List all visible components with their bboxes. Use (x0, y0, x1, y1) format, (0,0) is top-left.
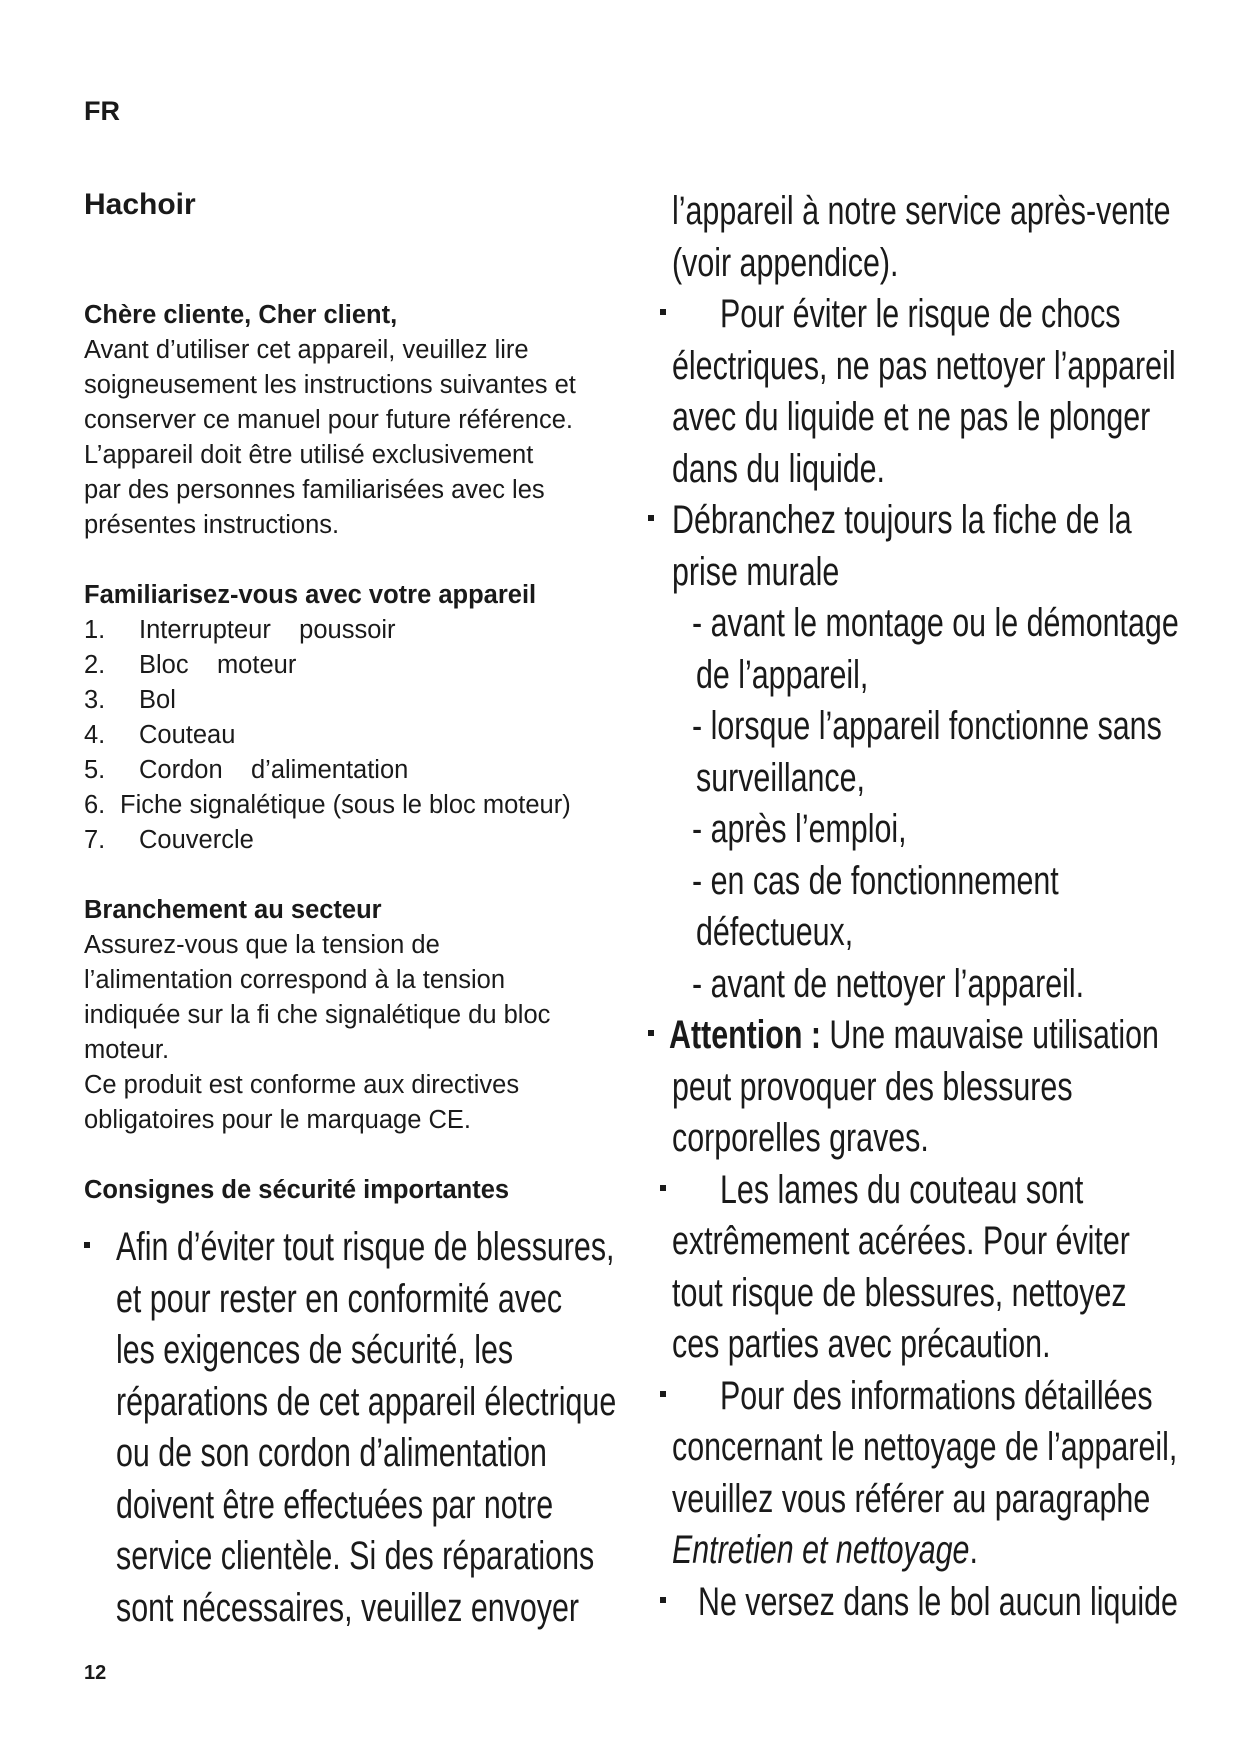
safety-right-line-text: concernant le nettoyage de l’appareil, (672, 1425, 1178, 1469)
safety-right-line-text: - avant le montage ou le démontage (692, 601, 1179, 645)
safety-left-line: et pour rester en conformité avec (116, 1276, 563, 1321)
safety-right-line-text: peut provoquer des blessures (672, 1064, 1073, 1109)
list-item (84, 613, 604, 648)
bullet-icon (648, 515, 654, 521)
bullet-icon (660, 1597, 666, 1603)
item-label: Interrupteur poussoir (139, 616, 396, 644)
safety-right-line-text: avec du liquide et ne pas le plonger (672, 395, 1151, 439)
list-item (84, 683, 604, 718)
item-label: Couteau (139, 721, 236, 749)
intro-line: Avant d’utiliser cet appareil, veuillez lire (84, 336, 529, 364)
safety-right-line-text: prise murale (672, 549, 840, 594)
italic-ref: Entretien et nettoyage (672, 1528, 970, 1572)
safety-right-line-text: - avant de nettoyer l’appareil. (692, 961, 1085, 1006)
safety-right-line-text: veuillez vous référer au paragraphe (672, 1476, 1151, 1521)
italic-ref-text (672, 1525, 978, 1577)
safety-left-text (116, 1222, 616, 1634)
power-line: Assurez-vous que la tension de (84, 931, 440, 959)
item-number: 2. (84, 651, 106, 679)
bullet-icon (660, 309, 666, 315)
safety-right-line-text: (voir appendice). (672, 240, 899, 285)
safety-right-line-text: extrêmement acérées. Pour éviter (672, 1219, 1130, 1263)
italic-suffix: . (969, 1528, 978, 1572)
item-number: 7. (84, 826, 106, 854)
power-line: Ce produit est conforme aux directives (84, 1071, 520, 1099)
item-label: Fiche signalétique (sous le bloc moteur) (120, 791, 571, 819)
safety-right-line-text: Débranchez toujours la fiche de la (672, 498, 1132, 542)
attention-body: Une mauvaise utilisation (820, 1013, 1159, 1057)
safety-right-line-text: tout risque de blessures, nettoyez (672, 1270, 1127, 1315)
safety-right-line-text: - lorsque l’appareil fonctionne sans (692, 704, 1162, 748)
safety-right-line-text: surveillance, (696, 755, 865, 800)
item-number: 1. (84, 616, 106, 644)
intro-line: L’appareil doit être utilisé exclusivement (84, 441, 534, 469)
safety-right-line-text: de l’appareil, (696, 652, 869, 697)
attention-text (669, 1010, 1159, 1062)
safety-left-line: ou de son cordon d’alimentation (116, 1431, 547, 1475)
list-item (84, 753, 604, 788)
intro-line: présentes instructions. (84, 511, 340, 539)
item-number: 5. (84, 756, 106, 784)
safety-right-line-text: ces parties avec précaution. (672, 1322, 1051, 1366)
bullet-icon (660, 1391, 666, 1397)
intro-heading: Chère cliente, Cher client, (84, 301, 398, 329)
safety-heading: Consignes de sécurité importantes (84, 1176, 510, 1204)
last-line-text: Ne versez dans le bol aucun liquide (698, 1579, 1178, 1624)
item-number: 3. (84, 686, 106, 714)
power-line: indiquée sur la fi che signalétique du bloc (84, 1001, 551, 1029)
item-label: Bol (139, 686, 176, 714)
safety-right-line-text: dans du liquide. (672, 446, 885, 491)
language-code: FR (84, 96, 120, 126)
bullet-icon (648, 1030, 654, 1036)
bullet-icon (660, 1185, 666, 1191)
item-label: Bloc moteur (139, 651, 297, 679)
power-heading: Branchement au secteur (84, 896, 382, 924)
list-item (84, 823, 604, 858)
intro-line: conserver ce manuel pour future référence. (84, 406, 574, 434)
safety-right-line-text: corporelles graves. (672, 1116, 929, 1160)
list-item (84, 648, 604, 683)
safety-right-line-text: Les lames du couteau sont (720, 1167, 1084, 1212)
attention-label: Attention : (669, 1013, 821, 1057)
list-item (84, 788, 604, 823)
power-line: moteur. (84, 1036, 170, 1064)
safety-right-line-text: - après l’emploi, (692, 807, 907, 851)
safety-right-line-text: - en cas de fonctionnement (692, 858, 1059, 903)
item-label: Cordon d’alimentation (139, 756, 409, 784)
left-column (84, 298, 604, 1208)
power-line: obligatoires pour le marquage CE. (84, 1106, 471, 1134)
safety-right-line-text: électriques, ne pas nettoyer l’appareil (672, 343, 1176, 388)
safety-right-line-text: Pour éviter le risque de chocs (720, 292, 1121, 336)
item-number: 4. (84, 721, 106, 749)
intro-line: par des personnes familiarisées avec les (84, 476, 545, 504)
safety-left-line: doivent être effectuées par notre (116, 1482, 554, 1527)
safety-left-line: les exigences de sécurité, les (116, 1328, 514, 1372)
safety-right-line-text: Pour des informations détaillées (720, 1373, 1153, 1418)
list-item (84, 718, 604, 753)
page-title: Hachoir (84, 188, 196, 221)
intro-line: soigneusement les instructions suivantes et (84, 371, 576, 399)
safety-left-line: réparations de cet appareil électrique (116, 1379, 617, 1424)
safety-left-line: sont nécessaires, veuillez envoyer (116, 1585, 579, 1630)
power-line: l’alimentation correspond à la tension (84, 966, 505, 994)
safety-left-line: service clientèle. Si des réparations (116, 1534, 595, 1578)
parts-heading: Familiarisez-vous avec votre appareil (84, 581, 537, 609)
item-label: Couvercle (139, 826, 254, 854)
safety-right-line-text: l’appareil à notre service après-vente (672, 189, 1171, 233)
parts-list (84, 613, 604, 858)
page-number: 12 (84, 1662, 107, 1684)
safety-right-line-text: défectueux, (696, 910, 854, 954)
item-number: 6. (84, 791, 106, 819)
safety-left-line: Afin d’éviter tout risque de blessures, (116, 1225, 615, 1269)
bullet-icon (84, 1242, 90, 1248)
